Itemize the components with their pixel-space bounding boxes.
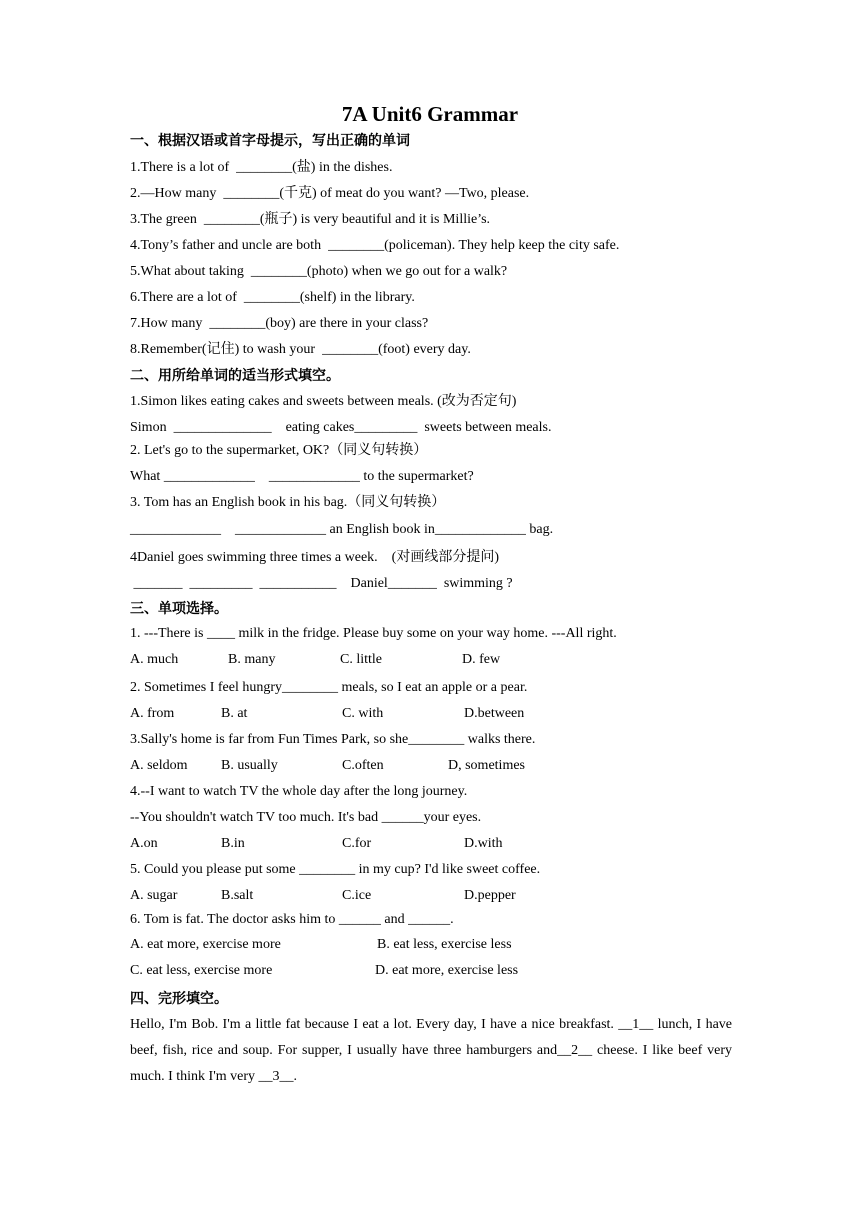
q1-option-a: A. much	[130, 652, 179, 667]
section2-line-8: _______ _________ ___________ Daniel_______ swimming ?	[130, 576, 513, 591]
section1-item-4: 4.Tony’s father and uncle are both ________(policeman). They help keep the city safe.	[130, 238, 620, 253]
q1-option-d: D. few	[462, 652, 501, 667]
q2-option-b: B. at	[221, 706, 248, 721]
section2-heading: 二、用所给单词的适当形式填空。	[130, 368, 340, 384]
question-2: 2. Sometimes I feel hungry________ meals, so I eat an apple or a pear.	[130, 680, 528, 695]
q4-option-c: C.for	[342, 836, 372, 851]
section1-item-8: 8.Remember(记住) to wash your ________(foot) every day.	[130, 342, 471, 357]
q5-option-a: A. sugar	[130, 888, 178, 903]
q2-option-d: D.between	[464, 706, 525, 721]
section2-line-5: 3. Tom has an English book in his bag.（同义句转换）	[130, 495, 446, 510]
section1-item-2: 2.—How many ________(千克) of meat do you want? —Two, please.	[130, 186, 530, 201]
q6-option-d: D. eat more, exercise less	[375, 963, 519, 978]
question-4-reply: --You shouldn't watch TV too much. It's bad ______your eyes.	[130, 810, 482, 825]
q6-option-a: A. eat more, exercise more	[130, 937, 281, 952]
q3-option-a: A. seldom	[130, 758, 188, 773]
q4-option-b: B.in	[221, 836, 245, 851]
q5-option-c: C.ice	[342, 888, 372, 903]
q1-option-b: B. many	[228, 652, 276, 667]
section4-heading: 四、完形填空。	[130, 991, 228, 1007]
section3-heading: 三、单项选择。	[130, 601, 228, 617]
section2-line-1: 1.Simon likes eating cakes and sweets between meals. (改为否定句)	[130, 394, 517, 409]
page-title: 7A Unit6 Grammar	[341, 102, 519, 126]
section2-line-6: _____________ _____________ an English book in_____________ bag.	[130, 522, 554, 537]
section1-item-3: 3.The green ________(瓶子) is very beautiful and it is Millie’s.	[130, 212, 491, 227]
q5-option-b: B.salt	[221, 888, 254, 903]
q2-option-a: A. from	[130, 706, 175, 721]
q1-option-c: C. little	[340, 652, 382, 667]
question-6: 6. Tom is fat. The doctor asks him to ______ and ______.	[130, 912, 454, 927]
section2-line-3: 2. Let's go to the supermarket, OK?（同义句转换）	[130, 443, 428, 458]
q6-option-c: C. eat less, exercise more	[130, 963, 273, 978]
q5-option-d: D.pepper	[464, 888, 516, 903]
question-3: 3.Sally's home is far from Fun Times Park, so she________ walks there.	[130, 732, 536, 747]
cloze-passage: Hello, I'm Bob. I'm a little fat because I eat a lot. Every day, I have a nice breakfast. __1__ lunch, I have beef, fish, rice and soup. For supper, I usually have three hamburgers and__2__ cheese. I like beef very much. I think I'm very __3__.	[130, 1017, 732, 1084]
question-4: 4.--I want to watch TV the whole day after the long journey.	[130, 784, 468, 799]
q4-option-d: D.with	[464, 836, 503, 851]
section1-item-6: 6.There are a lot of ________(shelf) in the library.	[130, 290, 415, 305]
q2-option-c: C. with	[342, 706, 384, 721]
section1-heading: 一、根据汉语或首字母提示，写出正确的单词	[130, 133, 410, 149]
q3-option-d: D, sometimes	[448, 758, 525, 773]
section2-line-4: What _____________ _____________ to the supermarket?	[130, 469, 474, 484]
q6-option-b: B. eat less, exercise less	[377, 937, 512, 952]
q3-option-b: B. usually	[221, 758, 278, 773]
section1-item-7: 7.How many ________(boy) are there in your class?	[130, 316, 429, 331]
section1-item-1: 1.There is a lot of ________(盐) in the dishes.	[130, 160, 393, 175]
q4-option-a: A.on	[130, 836, 158, 851]
section2-line-2: Simon ______________ eating cakes_________ sweets between meals.	[130, 420, 552, 435]
question-1: 1. ---There is ____ milk in the fridge. Please buy some on your way home. ---All right.	[130, 626, 617, 641]
question-5: 5. Could you please put some ________ in my cup? I'd like sweet coffee.	[130, 862, 541, 877]
section2-line-7: 4Daniel goes swimming three times a week. (对画线部分提问)	[130, 550, 499, 565]
q3-option-c: C.often	[342, 758, 384, 773]
section1-item-5: 5.What about taking ________(photo) when we go out for a walk?	[130, 264, 508, 279]
